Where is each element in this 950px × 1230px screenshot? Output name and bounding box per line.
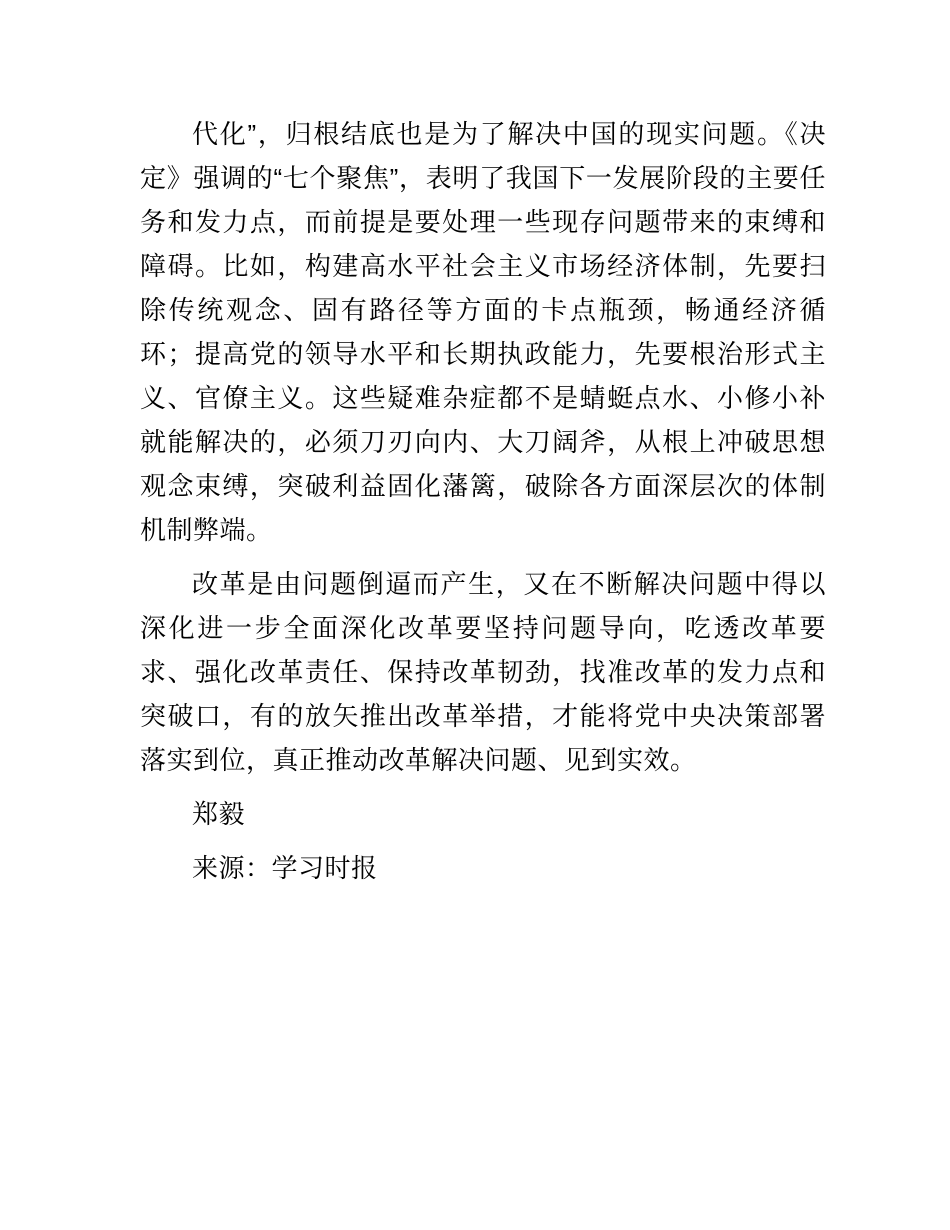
source-line: 来源：学习时报 xyxy=(192,853,378,883)
body-paragraph-2: 改革是由问题倒逼而产生，又在不断解决问题中得以深化进一步全面深化改革要坚持问题导向，吃透改革要求、强化改革责任、保持改革韧劲，找准改革的发力点和突破口，有的放矢推出改革举措，才能将党中央决策部署落实到位，真正推动改革解决问题、见到实效。 xyxy=(140,569,826,775)
author-line: 郑毅 xyxy=(192,799,246,829)
body-paragraph-1: 代化”，归根结底也是为了解决中国的现实问题。《决定》强调的“七个聚焦”，表明了我国下一发展阶段的主要任务和发力点，而前提是要处理一些现存问题带来的束缚和障碍。比如，构建高水平社会主义市场经济体制，先要扫除传统观念、固有路径等方面的卡点瓶颈，畅通经济循环；提高党的领导水平和长期执政能力，先要根治形式主义、官僚主义。这些疑难杂症都不是蜻蜓点水、小修小补就能解决的，必须刀刃向内、大刀阔斧，从根上冲破思想观念束缚，突破利益固化藩篱，破除各方面深层次的体制机制弊端。 xyxy=(140,119,826,545)
